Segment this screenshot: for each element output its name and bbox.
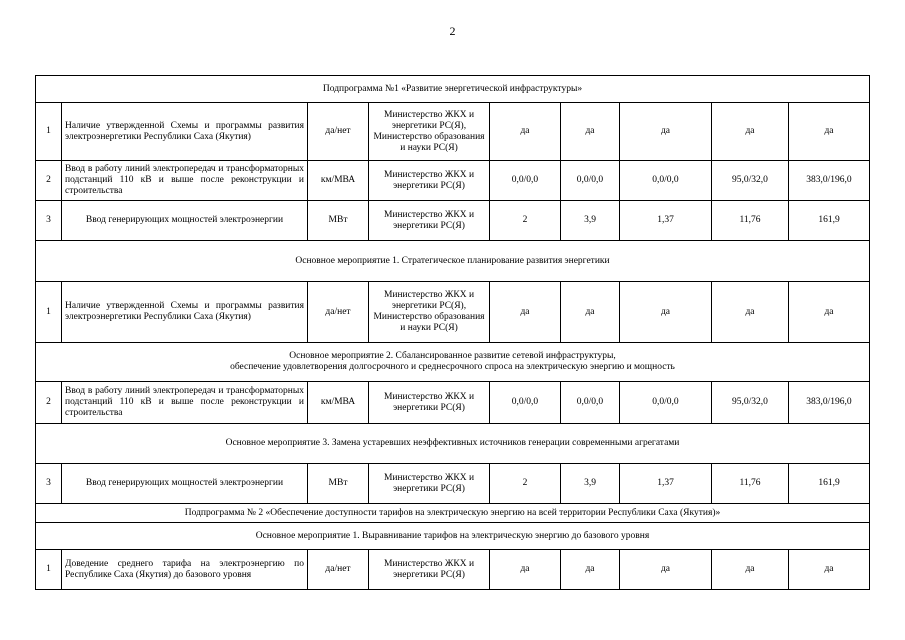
subprogram-2-row	[36, 504, 870, 523]
value-cell: 3,9	[561, 201, 620, 241]
value-cell: 0,0/0,0	[490, 382, 561, 424]
activity-1-row	[36, 241, 870, 282]
value-cell: 2	[490, 464, 561, 504]
value-cell: да	[620, 282, 712, 343]
value-cell: 0,0/0,0	[490, 161, 561, 201]
activity-2-1-title: Основное мероприятие 1. Выравнивание тарифов на электрическую энергию до базового уровня	[36, 523, 870, 550]
indicator-name: Ввод в работу линий электропередач и трансформаторных подстанций 110 кВ и выше после реконструкции и строительства	[62, 161, 308, 201]
value-cell: 0,0/0,0	[620, 382, 712, 424]
table-row	[36, 282, 870, 343]
responsible: Министерство ЖКХ и энергетики РС(Я)	[369, 550, 490, 590]
value-cell: да	[712, 550, 789, 590]
row-number: 1	[36, 282, 62, 343]
table-row	[36, 550, 870, 590]
value-cell: да	[561, 103, 620, 161]
subprogram-1-row	[36, 76, 870, 103]
value-cell: да	[490, 550, 561, 590]
value-cell: да	[789, 282, 870, 343]
page-number: 2	[449, 24, 456, 38]
responsible: Министерство ЖКХ и энергетики РС(Я), Министерство образования и науки РС(Я)	[369, 282, 490, 343]
row-number: 1	[36, 103, 62, 161]
value-cell: 95,0/32,0	[712, 161, 789, 201]
unit: км/МВА	[308, 382, 369, 424]
activity-2-title-line-2: обеспечение удовлетворения долгосрочного и среднесрочного спроса на электрическую энергию и мощность	[230, 362, 675, 372]
unit: да/нет	[308, 550, 369, 590]
value-cell: 0,0/0,0	[561, 161, 620, 201]
activity-3-title: Основное мероприятие 3. Замена устаревших неэффективных источников генерации современными агрегатами	[36, 424, 870, 464]
activity-2-row	[36, 343, 870, 382]
table-row	[36, 103, 870, 161]
table-row	[36, 464, 870, 504]
row-number: 3	[36, 464, 62, 504]
value-cell: 161,9	[789, 464, 870, 504]
unit: км/МВА	[308, 161, 369, 201]
value-cell: 0,0/0,0	[620, 161, 712, 201]
value-cell: 383,0/196,0	[789, 382, 870, 424]
table-row	[36, 201, 870, 241]
responsible: Министерство ЖКХ и энергетики РС(Я)	[369, 161, 490, 201]
indicator-name: Наличие утвержденной Схемы и программы развития электроэнергетики Республики Саха (Якутия)	[62, 282, 308, 343]
indicators-table	[35, 75, 870, 590]
table-row	[36, 161, 870, 201]
activity-2-1-row	[36, 523, 870, 550]
responsible: Министерство ЖКХ и энергетики РС(Я), Министерство образования и науки РС(Я)	[369, 103, 490, 161]
value-cell: 0,0/0,0	[561, 382, 620, 424]
value-cell: 95,0/32,0	[712, 382, 789, 424]
value-cell: да	[789, 550, 870, 590]
value-cell: да	[712, 282, 789, 343]
responsible: Министерство ЖКХ и энергетики РС(Я)	[369, 382, 490, 424]
value-cell: да	[490, 103, 561, 161]
indicator-name: Ввод генерирующих мощностей электроэнергии	[62, 464, 308, 504]
value-cell: 2	[490, 201, 561, 241]
row-number: 2	[36, 382, 62, 424]
unit: да/нет	[308, 103, 369, 161]
value-cell: 3,9	[561, 464, 620, 504]
value-cell: да	[561, 282, 620, 343]
value-cell: 1,37	[620, 464, 712, 504]
value-cell: да	[561, 550, 620, 590]
activity-1-title: Основное мероприятие 1. Стратегическое планирование развития энергетики	[36, 241, 870, 282]
activity-2-title	[36, 343, 870, 382]
value-cell: 11,76	[712, 201, 789, 241]
subprogram-2-title: Подпрограмма № 2 «Обеспечение доступности тарифов на электрическую энергию на всей территории Республики Саха (Якутия)»	[36, 504, 870, 523]
responsible: Министерство ЖКХ и энергетики РС(Я)	[369, 201, 490, 241]
value-cell: да	[620, 550, 712, 590]
value-cell: да	[712, 103, 789, 161]
indicator-name: Ввод в работу линий электропередач и трансформаторных подстанций 110 кВ и выше после реконструкции и строительства	[62, 382, 308, 424]
unit: да/нет	[308, 282, 369, 343]
responsible: Министерство ЖКХ и энергетики РС(Я)	[369, 464, 490, 504]
activity-2-title-line-1: Основное мероприятие 2. Сбалансированное развитие сетевой инфраструктуры,	[289, 351, 616, 361]
row-number: 3	[36, 201, 62, 241]
table-row	[36, 382, 870, 424]
unit: МВт	[308, 201, 369, 241]
activity-3-row	[36, 424, 870, 464]
indicator-name: Наличие утвержденной Схемы и программы развития электроэнергетики Республики Саха (Якутия)	[62, 103, 308, 161]
value-cell: да	[789, 103, 870, 161]
row-number: 2	[36, 161, 62, 201]
value-cell: 11,76	[712, 464, 789, 504]
value-cell: 383,0/196,0	[789, 161, 870, 201]
indicator-name: Доведение среднего тарифа на электроэнергию по Республике Саха (Якутия) до базового уровня	[62, 550, 308, 590]
value-cell: да	[490, 282, 561, 343]
subprogram-1-title: Подпрограмма №1 «Развитие энергетической инфраструктуры»	[36, 76, 870, 103]
value-cell: да	[620, 103, 712, 161]
unit: МВт	[308, 464, 369, 504]
indicator-name: Ввод генерирующих мощностей электроэнергии	[62, 201, 308, 241]
value-cell: 1,37	[620, 201, 712, 241]
row-number: 1	[36, 550, 62, 590]
value-cell: 161,9	[789, 201, 870, 241]
